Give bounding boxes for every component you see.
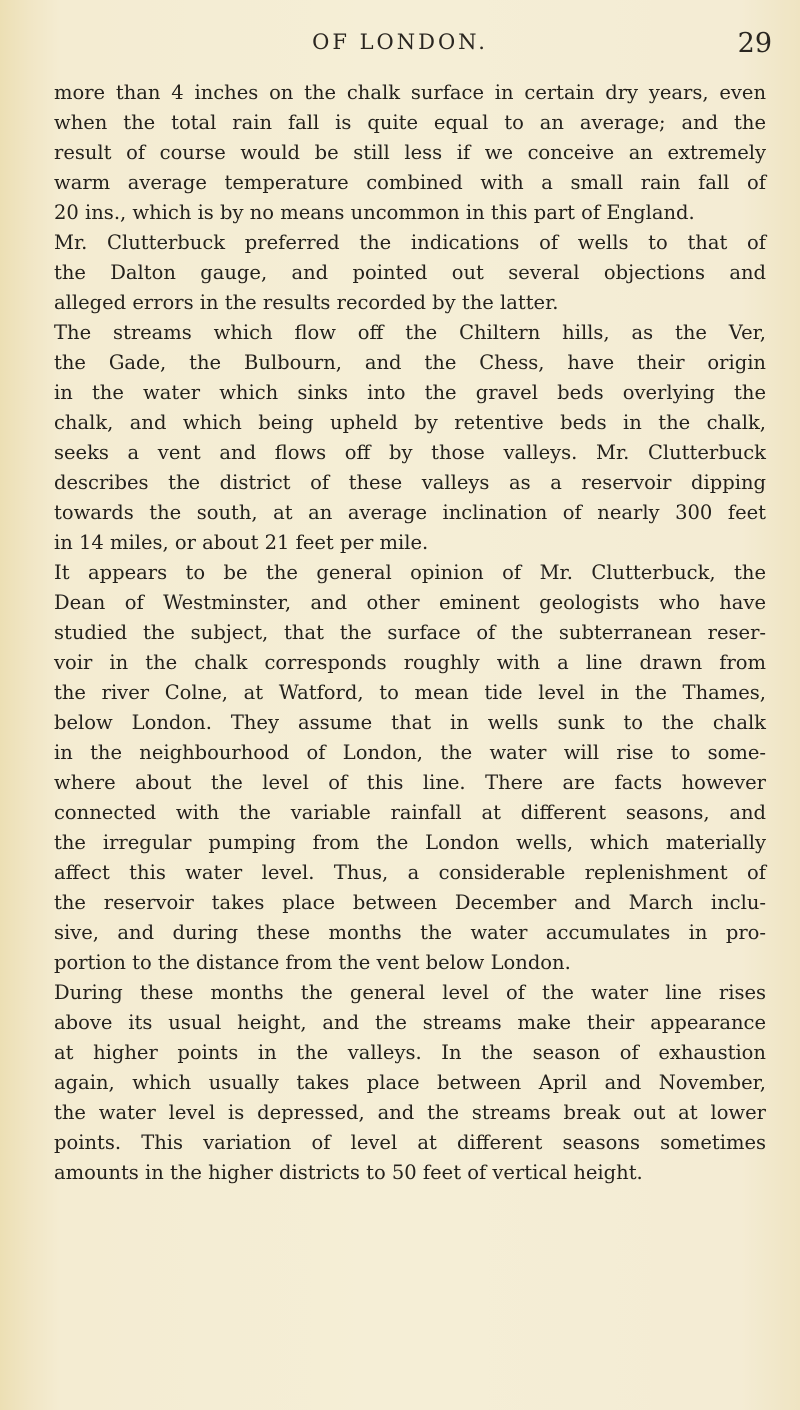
page-number: 29 [737,28,772,59]
text-line: seeks a vent and flows off by those valleys. Mr. Clutterbuck [54,441,766,464]
text-line: amounts in the higher districts to 50 feet of vertical height. [54,1161,643,1184]
text-line: describes the district of these valleys as a reservoir dipping [54,471,766,494]
text-line: the Gade, the Bulbourn, and the Chess, have their origin [54,351,766,374]
paragraph [54,978,766,1188]
paragraph [54,318,766,558]
paragraph [54,558,766,978]
text-line: 20 ins., which is by no means uncommon in this part of England. [54,201,695,224]
text-line: voir in the chalk corresponds roughly with a line drawn from [54,651,766,674]
running-head: OF LONDON. [312,30,488,54]
body-text [54,78,766,1188]
text-line: again, which usually takes place between April and November, [54,1071,766,1094]
text-line: connected with the variable rainfall at different seasons, and [54,801,766,824]
text-line: below London. They assume that in wells sunk to the chalk [54,711,766,734]
text-line: the reservoir takes place between December and March inclu- [54,891,766,914]
text-line: the irregular pumping from the London wells, which materially [54,831,766,854]
text-line: at higher points in the valleys. In the season of exhaustion [54,1041,766,1064]
text-line: in the water which sinks into the gravel beds overlying the [54,381,766,404]
text-line: result of course would be still less if we conceive an extremely [54,141,766,164]
text-line: Mr. Clutterbuck preferred the indications of wells to that of [54,231,766,254]
paragraph [54,78,766,228]
text-line: Dean of Westminster, and other eminent geologists who have [54,591,766,614]
text-line: the river Colne, at Watford, to mean tide level in the Thames, [54,681,766,704]
text-line: affect this water level. Thus, a considerable replenishment of [54,861,766,884]
text-line: in the neighbourhood of London, the water will rise to some- [54,741,766,764]
text-line: During these months the general level of the water line rises [54,981,766,1004]
text-line: alleged errors in the results recorded by the latter. [54,291,559,314]
text-line: The streams which flow off the Chiltern hills, as the Ver, [54,321,766,344]
paragraph [54,228,766,318]
text-line: chalk, and which being upheld by retentive beds in the chalk, [54,411,766,434]
text-line: the Dalton gauge, and pointed out several objections and [54,261,766,284]
text-line: above its usual height, and the streams make their appearance [54,1011,766,1034]
text-line: studied the subject, that the surface of the subterranean reser- [54,621,766,644]
text-line: more than 4 inches on the chalk surface in certain dry years, even [54,81,766,104]
text-line: in 14 miles, or about 21 feet per mile. [54,531,429,554]
text-line: where about the level of this line. There are facts however [54,771,766,794]
text-line: towards the south, at an average inclination of nearly 300 feet [54,501,766,524]
text-line: when the total rain fall is quite equal to an average; and the [54,111,766,134]
text-line: portion to the distance from the vent below London. [54,951,571,974]
text-line: warm average temperature combined with a small rain fall of [54,171,766,194]
page-header [0,28,800,68]
text-line: the water level is depressed, and the streams break out at lower [54,1101,766,1124]
text-line: It appears to be the general opinion of Mr. Clutterbuck, the [54,561,766,584]
text-line: sive, and during these months the water accumulates in pro- [54,921,766,944]
text-line: points. This variation of level at different seasons sometimes [54,1131,766,1154]
